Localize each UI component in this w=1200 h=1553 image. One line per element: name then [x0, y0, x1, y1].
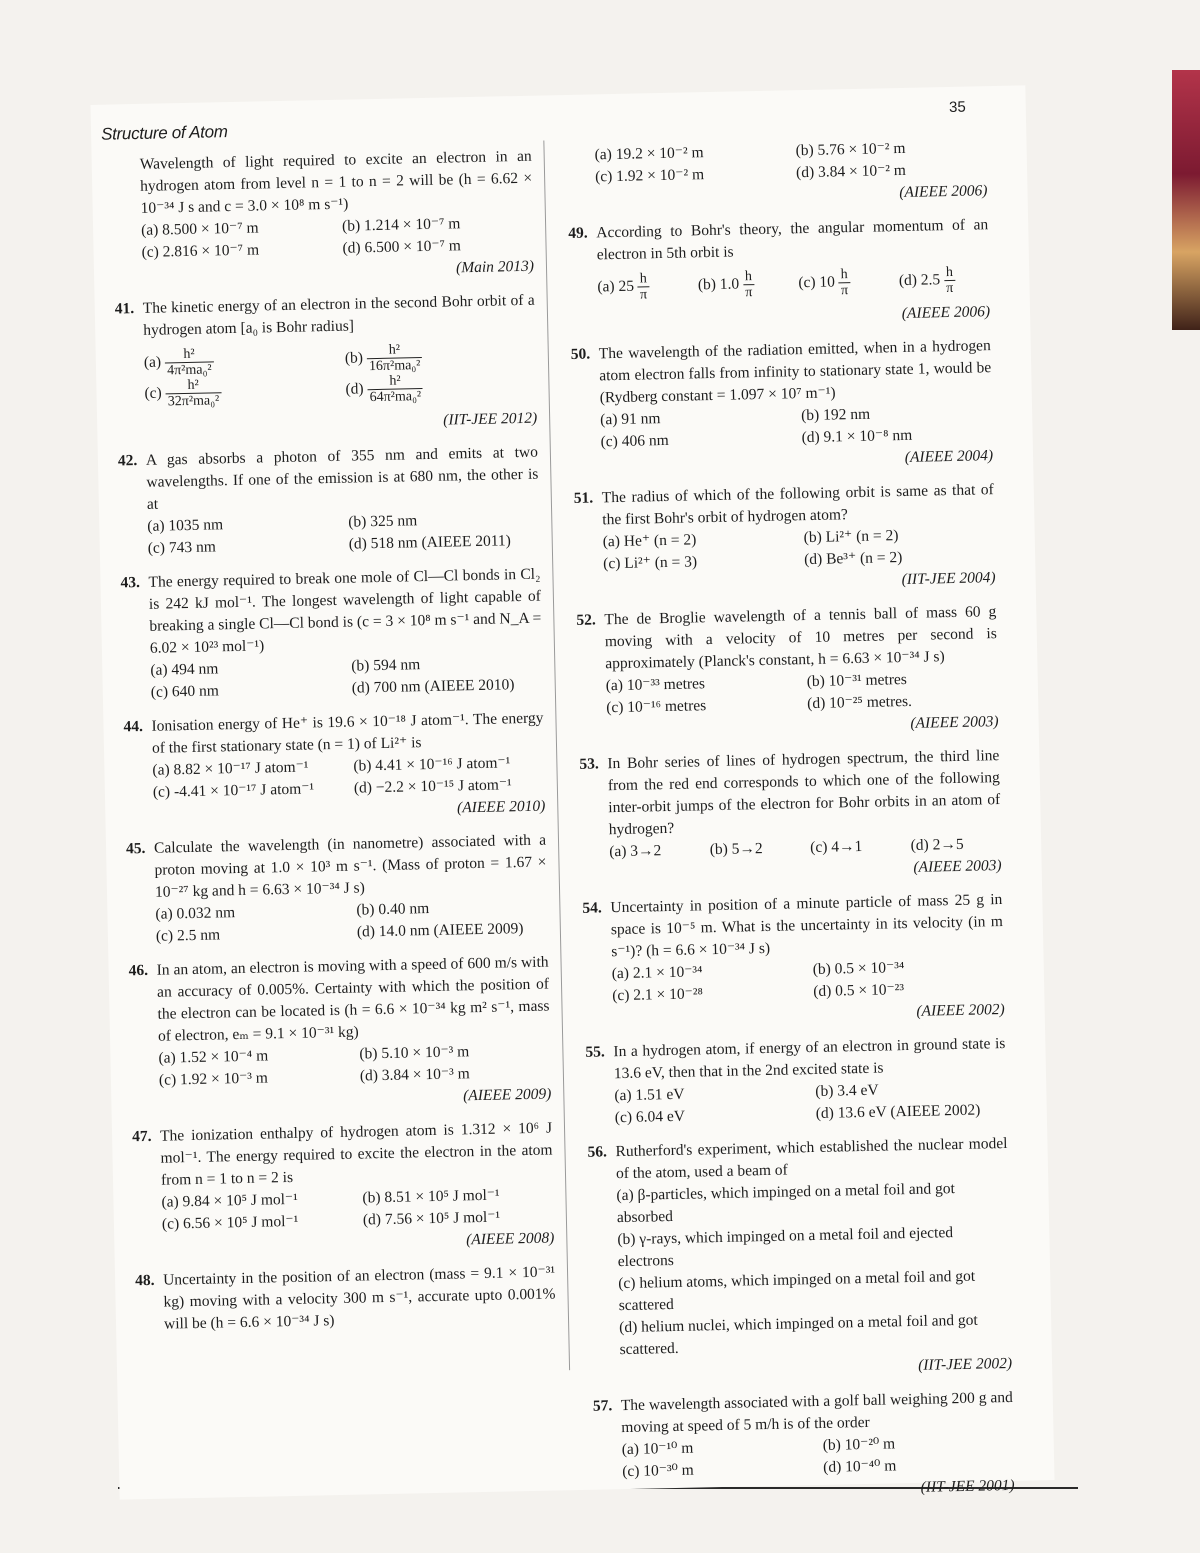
fraction-option [144, 344, 336, 379]
question-item [132, 1118, 555, 1259]
exam-source: (AIEEE 2006) [899, 182, 988, 202]
fraction-options [597, 264, 990, 303]
question-item [579, 745, 1002, 886]
question-item [593, 1387, 1015, 1506]
question-text: A gas absorbs a photon of 355 nm and emits at two wavelengths. If one of the emission is at 680 nm, the other is at [145, 443, 539, 513]
question-number: 49. [568, 224, 588, 242]
option: (c) 4→1 [810, 837, 863, 857]
left-column [112, 146, 557, 1349]
option: (d) 0.5 × 10⁻²³ [813, 981, 905, 1001]
fraction-numerator: h [944, 265, 955, 281]
fraction-option [899, 264, 990, 297]
option: (a) 8.82 × 10⁻¹⁷ J atom⁻¹ [152, 758, 309, 779]
fraction-numerator: h² [366, 342, 422, 359]
option: (d) 3.84 × 10⁻² m [795, 161, 907, 182]
fraction-option [597, 270, 688, 303]
option: (d) 2→5 [910, 835, 964, 854]
question-text: Calculate the wavelength (in nanometre) associated with a proton moving at 1.0 × 10³ m s⁻¹. (Mass of proton = 1.67 × 10⁻²⁷ kg and h = 6.63 × 10⁻³⁴ J s) [153, 831, 547, 901]
fraction-numerator: h² [165, 377, 221, 394]
fraction-denominator: 64π²ma₀² [369, 389, 422, 406]
question-text: Rutherford's experiment, which established the nuclear model of the atom, used a beam of [615, 1134, 1008, 1183]
question-item [135, 1261, 556, 1336]
question-line [582, 889, 1003, 964]
question-line [118, 442, 539, 517]
option: (c) 6.56 × 10⁵ J mol⁻¹ [161, 1212, 299, 1233]
fraction-denominator: 16π²ma₀² [368, 358, 421, 375]
option: (a) 91 nm [600, 410, 661, 429]
option: (c) 743 nm [147, 538, 216, 557]
option: (a) 1.52 × 10⁻⁴ m [158, 1047, 269, 1067]
question-number [112, 154, 141, 221]
question-text: According to Bohr's theory, the angular momentum of an electron in 5th orbit is [596, 216, 989, 264]
option: (a) 10⁻³³ metres [605, 675, 706, 695]
fraction [366, 342, 422, 374]
question-line [112, 146, 533, 221]
option: (d) 14.0 nm (AIEEE 2009) [356, 920, 524, 941]
page-number: 35 [948, 98, 966, 116]
right-column [566, 136, 1015, 1517]
option: (c) -4.41 × 10⁻¹⁷ J atom⁻¹ [152, 780, 315, 801]
option: (d) 7.56 × 10⁵ J mol⁻¹ [362, 1208, 501, 1229]
fraction-option [798, 266, 889, 299]
fraction-numerator: h [638, 271, 649, 287]
option: (d) 13.6 eV (AIEEE 2002) [815, 1101, 981, 1122]
fraction-option [698, 268, 789, 301]
option: (b) 1.214 × 10⁻⁷ m [341, 215, 461, 235]
question-item [118, 442, 540, 561]
question-number: 47. [131, 1127, 152, 1146]
options-list [616, 1177, 1012, 1361]
question-text: Uncertainty in position of a minute particle of mass 25 g in space is 10⁻⁵ m. What is the uncertainty in its velocity (in m s⁻¹)? (h = 6.6 × 10⁻³⁴ J s) [610, 891, 1003, 961]
question-line [571, 335, 992, 410]
option: (a) 19.2 × 10⁻² m [594, 144, 704, 164]
question-number: 55. [585, 1043, 605, 1061]
fraction-option [345, 340, 537, 375]
question-text: Ionisation energy of He⁺ is 19.6 × 10⁻¹⁸ J atom⁻¹. The energy of the first stationary state (n = 1) of Li²⁺ is [151, 709, 544, 757]
option: (a) 0.032 nm [155, 904, 236, 923]
fraction-numerator: h [743, 269, 754, 285]
option: (c) Li²⁺ (n = 3) [603, 553, 698, 573]
option: (b) 3.4 eV [815, 1081, 879, 1100]
fraction-denominator: 4π²ma₀² [167, 362, 212, 379]
question-item [126, 830, 548, 949]
option: (d) Be³⁺ (n = 2) [803, 549, 903, 569]
option: (b) 5.10 × 10⁻³ m [359, 1043, 470, 1063]
question-number: 57. [592, 1397, 613, 1415]
question-text: In Bohr series of lines of hydrogen spectrum, the third line from the red end corresponds to which one of the following inter-orbit jumps of the electron for Bohr orbits in an atom of hydrogen? [607, 747, 1001, 839]
option: (a) 10⁻¹⁰ m [621, 1439, 694, 1459]
question-number: 46. [128, 961, 149, 980]
question-line [135, 1261, 556, 1336]
option: (d) 10⁻²⁵ metres. [807, 692, 913, 713]
fraction-options [144, 340, 537, 410]
question-item [128, 952, 551, 1115]
option-label: (c) 10 [798, 273, 836, 292]
fraction-numerator: h [839, 267, 850, 283]
option: (b) 10⁻³¹ metres [806, 670, 908, 691]
fraction [367, 373, 423, 405]
question-item [585, 1033, 1007, 1130]
option-label: (b) [344, 349, 364, 367]
option: (c) 6.04 eV [614, 1107, 686, 1127]
question-number: 52. [576, 611, 596, 629]
question-item [582, 889, 1005, 1030]
option: (a) 494 nm [150, 660, 219, 679]
options-grid [147, 508, 540, 560]
exam-source: (AIEEE 2008) [465, 1229, 555, 1249]
option: (a) β-particles, which impinged on a metal foil and got absorbed [616, 1180, 956, 1227]
background-book-edge [1172, 70, 1200, 330]
question-number: 53. [579, 755, 599, 773]
option: (b) 0.5 × 10⁻³⁴ [812, 959, 905, 979]
question-number: 41. [114, 300, 135, 318]
fraction-option [144, 375, 336, 410]
question-number: 44. [123, 717, 144, 736]
question-number: 43. [120, 574, 141, 592]
question-item [587, 1133, 1012, 1384]
option: (c) 10⁻¹⁶ metres [606, 697, 707, 717]
option: (b) 5→2 [709, 840, 763, 859]
exam-source: (IIT-JEE 2001) [920, 1476, 1015, 1496]
exam-source: (Main 2013) [455, 257, 535, 277]
question-item [115, 290, 538, 439]
exam-source: (IIT-JEE 2004) [901, 569, 996, 589]
question-text: The energy required to break one mole of Cl—Cl bonds in Cl₂ is 242 kJ mol⁻¹. The longest wavelength of light capable of breaking a single Cl—Cl bond is (c = 3 × 10⁸ m s⁻¹ and N_A = 6.02 × 10²³ mol⁻¹) [148, 565, 542, 657]
option-label: (d) 2.5 [898, 271, 941, 290]
exam-source: (AIEEE 2003) [913, 857, 1002, 876]
fraction-denominator: π [639, 287, 648, 303]
option: (a) 2.1 × 10⁻³⁴ [611, 963, 703, 983]
option: (b) Li²⁺ (n = 2) [803, 527, 899, 547]
option: (c) 1.92 × 10⁻³ m [158, 1069, 269, 1089]
question-text: The radius of which of the following orbit is same as that of the first Bohr's orbit of hydrogen atom? [601, 481, 994, 529]
question-text: Wavelength of light required to excite an electron in an hydrogen atom from level n = 1 to n = 2 will be (h = 6.62 × 10⁻³⁴ J s and c = 3.0 × 10⁸ m s⁻¹) [139, 147, 533, 217]
option: (c) 640 nm [150, 682, 219, 701]
fraction [165, 377, 221, 409]
option: (b) 192 nm [800, 405, 871, 425]
option-label: (c) [144, 384, 162, 402]
option: (c) 2.816 × 10⁻⁷ m [141, 241, 260, 261]
option: (d) 9.1 × 10⁻⁸ nm [801, 426, 913, 447]
question-number: 48. [134, 1271, 155, 1290]
fraction-denominator: π [840, 283, 849, 299]
book-page [90, 85, 1054, 1499]
option: (c) 2.5 nm [155, 926, 221, 945]
option-label: (a) 25 [597, 277, 635, 296]
option: (b) 5.76 × 10⁻² m [795, 139, 906, 160]
option: (d) 6.500 × 10⁻⁷ m [342, 237, 462, 257]
option: (c) 406 nm [600, 431, 669, 451]
fraction-numerator: h² [367, 373, 423, 390]
fraction-denominator: 32π²ma₀² [167, 393, 220, 410]
question-text: Uncertainty in the position of an electron (mass = 9.1 × 10⁻³¹ kg) moving with a velocity 300 m s⁻¹, accurate upto 0.001% will be (h = 6.6 × 10⁻³⁴ J s) [162, 1263, 556, 1333]
question-number: 42. [117, 452, 138, 470]
fraction-option [345, 371, 537, 406]
option: (d) 10⁻⁴⁰ m [823, 1457, 897, 1476]
option: (b) γ-rays, which impinged on a metal foil and ejected electrons [617, 1224, 954, 1271]
options-grid [614, 1077, 1007, 1129]
option: (a) 1.51 eV [614, 1085, 685, 1105]
question-text: The wavelength of the radiation emitted, when in a hydrogen atom electron falls from infinity to stationary state 1, would be (Rydberg constant = 1.097 × 10⁷ m⁻¹) [598, 337, 992, 407]
fraction [839, 267, 851, 298]
question-number: 45. [125, 839, 146, 858]
option-label: (a) [143, 353, 162, 371]
option: (a) 9.84 × 10⁵ J mol⁻¹ [161, 1190, 298, 1211]
question-line [115, 290, 536, 343]
question-item [576, 601, 999, 742]
option: (b) 325 nm [348, 512, 418, 531]
question-item [120, 564, 543, 705]
question-item [574, 479, 996, 598]
option: (a) 3→2 [609, 842, 662, 861]
option: (b) 10⁻²⁰ m [822, 1435, 896, 1454]
question-text: The wavelength associated with a golf ball weighing 200 g and moving at speed of 5 m/h is of the order [620, 1388, 1013, 1437]
question-item [571, 335, 994, 476]
fraction [743, 269, 755, 300]
question-text: In a hydrogen atom, if energy of an electron in ground state is 13.6 eV, then that in the 2nd excited state is [613, 1034, 1006, 1083]
exam-source: (AIEEE 2002) [916, 1000, 1005, 1020]
exam-source: (IIT-JEE 2012) [443, 409, 538, 429]
option: (c) 2.1 × 10⁻²⁸ [612, 985, 704, 1005]
option-label: (d) [345, 380, 364, 398]
options-grid [155, 896, 548, 948]
fraction [944, 265, 956, 296]
fraction [165, 346, 214, 378]
question-item [568, 214, 990, 332]
fraction [638, 271, 650, 302]
exam-source: (AIEEE 2010) [456, 797, 546, 817]
option: (a) 8.500 × 10⁻⁷ m [140, 219, 259, 239]
exam-source: (AIEEE 2009) [462, 1085, 552, 1105]
exam-source: (AIEEE 2003) [910, 713, 999, 732]
question-line [120, 564, 542, 661]
option: (c) 1.92 × 10⁻² m [594, 166, 705, 186]
exam-source: (AIEEE 2004) [904, 447, 994, 466]
exam-source: (AIEEE 2006) [901, 303, 991, 322]
option: (a) 1035 nm [147, 516, 224, 535]
question-number: 54. [582, 899, 602, 917]
option: (d) 3.84 × 10⁻³ m [359, 1065, 470, 1085]
fraction-denominator: π [745, 285, 753, 301]
option: (b) 0.40 nm [356, 900, 430, 919]
option: (d) helium nuclei, which impinged on a metal foil and got scattered. [619, 1311, 978, 1359]
question-item [112, 146, 535, 287]
fraction-numerator: h² [165, 346, 214, 363]
question-number: 51. [573, 489, 594, 507]
option-label: (b) 1.0 [697, 275, 740, 294]
option: (b) 8.51 × 10⁵ J mol⁻¹ [362, 1186, 500, 1207]
exam-source: (IIT-JEE 2002) [917, 1354, 1013, 1374]
option: (c) 10⁻³⁰ m [622, 1461, 694, 1481]
option: (b) 4.41 × 10⁻¹⁶ J atom⁻¹ [353, 754, 511, 775]
option: (a) He⁺ (n = 2) [602, 531, 697, 551]
question-number: 50. [570, 345, 591, 363]
question-line [132, 1118, 553, 1193]
fraction-denominator: π [946, 280, 954, 297]
option: (b) 594 nm [351, 656, 421, 675]
question-line [576, 601, 997, 676]
question-number: 56. [587, 1143, 608, 1161]
question-line [126, 830, 547, 905]
question-line [579, 745, 1001, 842]
question-line [568, 214, 989, 267]
question-text: The de Broglie wavelength of a tennis ball of mass 60 g moving with a velocity of 10 metres per second is approximately (Planck's constant, h = 6.63 × 10⁻³⁴ J s) [604, 603, 997, 673]
options-grid [150, 652, 543, 704]
chapter-title: Structure of Atom [100, 122, 228, 144]
question-line [128, 952, 550, 1049]
option: (d) −2.2 × 10⁻¹⁵ J atom⁻¹ [353, 776, 512, 797]
question-item [566, 136, 987, 211]
question-text: The kinetic energy of an electron in the second Bohr orbit of a hydrogen atom [a₀ is Bohr radius] [142, 291, 535, 339]
question-item [123, 708, 545, 827]
question-text: The ionization enthalpy of hydrogen atom is 1.312 × 10⁶ J mol⁻¹. The energy required to excite the electron in the atom from n = 1 to n = 2 is [159, 1119, 553, 1189]
option: (d) 518 nm (AIEEE 2011) [348, 532, 512, 553]
option: (d) 700 nm (AIEEE 2010) [351, 676, 515, 697]
option: (c) helium atoms, which impinged on a metal foil and got scattered [618, 1267, 976, 1315]
question-text: In an atom, an electron is moving with a speed of 600 m/s with an accuracy of 0.005%. Certainty with which the position of the electron can be located is (h = 6.6 × 10⁻³⁴ kg m² s⁻¹, mass of electron, eₘ = 9.1 × 10⁻³¹ kg) [156, 953, 550, 1045]
